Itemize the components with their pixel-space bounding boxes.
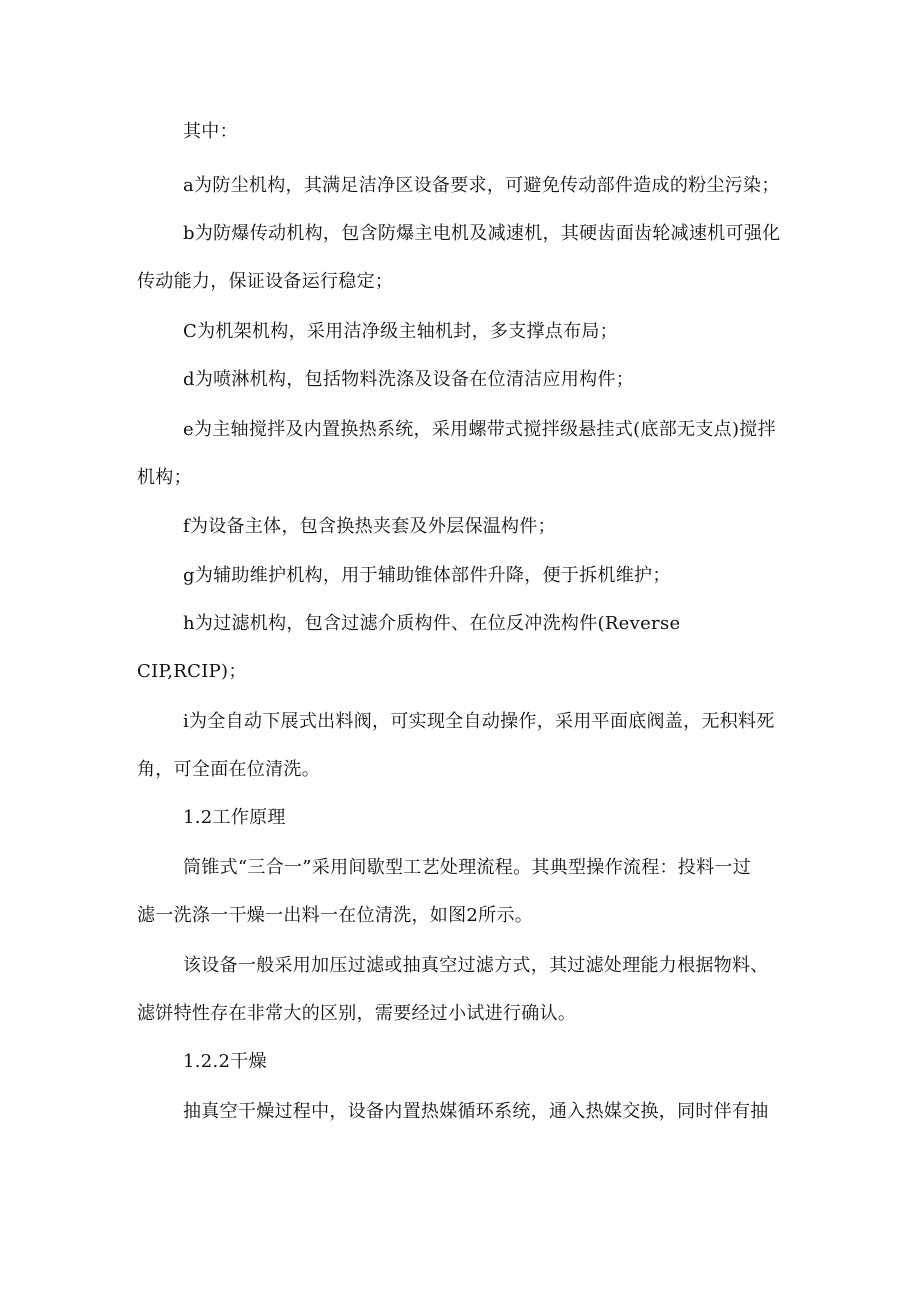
text-line: d为喷淋机构，包括物料洗涤及设备在位清洁应用构件； xyxy=(183,369,635,390)
text-line: CIP,RCIP)； xyxy=(137,661,247,682)
text-line: f为设备主体，包含换热夹套及外层保温构件； xyxy=(183,516,556,537)
text-line: 机构； xyxy=(137,467,192,488)
text-line: 传动能力，保证设备运行稳定； xyxy=(137,271,394,292)
text-line: e为主轴搅拌及内置换热系统，采用螺带式搅拌级悬挂式(底部无支点)搅拌 xyxy=(183,419,776,440)
text-line: 滤饼特性存在非常大的区别，需要经过小试进行确认。 xyxy=(137,1003,577,1024)
text-line: b为防爆传动机构，包含防爆主电机及减速机，其硬齿面齿轮减速机可强化 xyxy=(183,223,781,244)
text-line: 其中： xyxy=(183,121,238,142)
text-line: 抽真空干燥过程中，设备内置热媒循环系统，通入热媒交换，同时伴有抽 xyxy=(183,1101,769,1122)
text-line: 筒锥式“三合一”采用间歇型工艺处理流程。其典型操作流程：投料一过 xyxy=(183,857,752,878)
section-heading: 1.2工作原理 xyxy=(183,807,286,828)
section-heading: 1.2.2干燥 xyxy=(183,1051,267,1072)
text-line: 该设备一般采用加压过滤或抽真空过滤方式，其过滤处理能力根据物料、 xyxy=(183,955,769,976)
text-line: C为机架机构，采用洁净级主轴机封，多支撑点布局； xyxy=(183,321,618,342)
text-line: h为过滤机构，包含过滤介质构件、在位反冲洗构件(Reverse xyxy=(183,613,681,634)
text-line: i为全自动下展式出料阀，可实现全自动操作，采用平面底阀盖，无积料死 xyxy=(183,711,775,732)
text-line: a为防尘机构，其满足洁净区设备要求，可避免传动部件造成的粉尘污染； xyxy=(183,175,780,196)
text-line: 角，可全面在位清洗。 xyxy=(137,759,320,780)
text-line: g为辅助维护机构，用于辅助锥体部件升降，便于拆机维护； xyxy=(183,565,671,586)
text-line: 滤一洗涤一干燥一出料一在位清洗，如图2所示。 xyxy=(137,905,534,926)
